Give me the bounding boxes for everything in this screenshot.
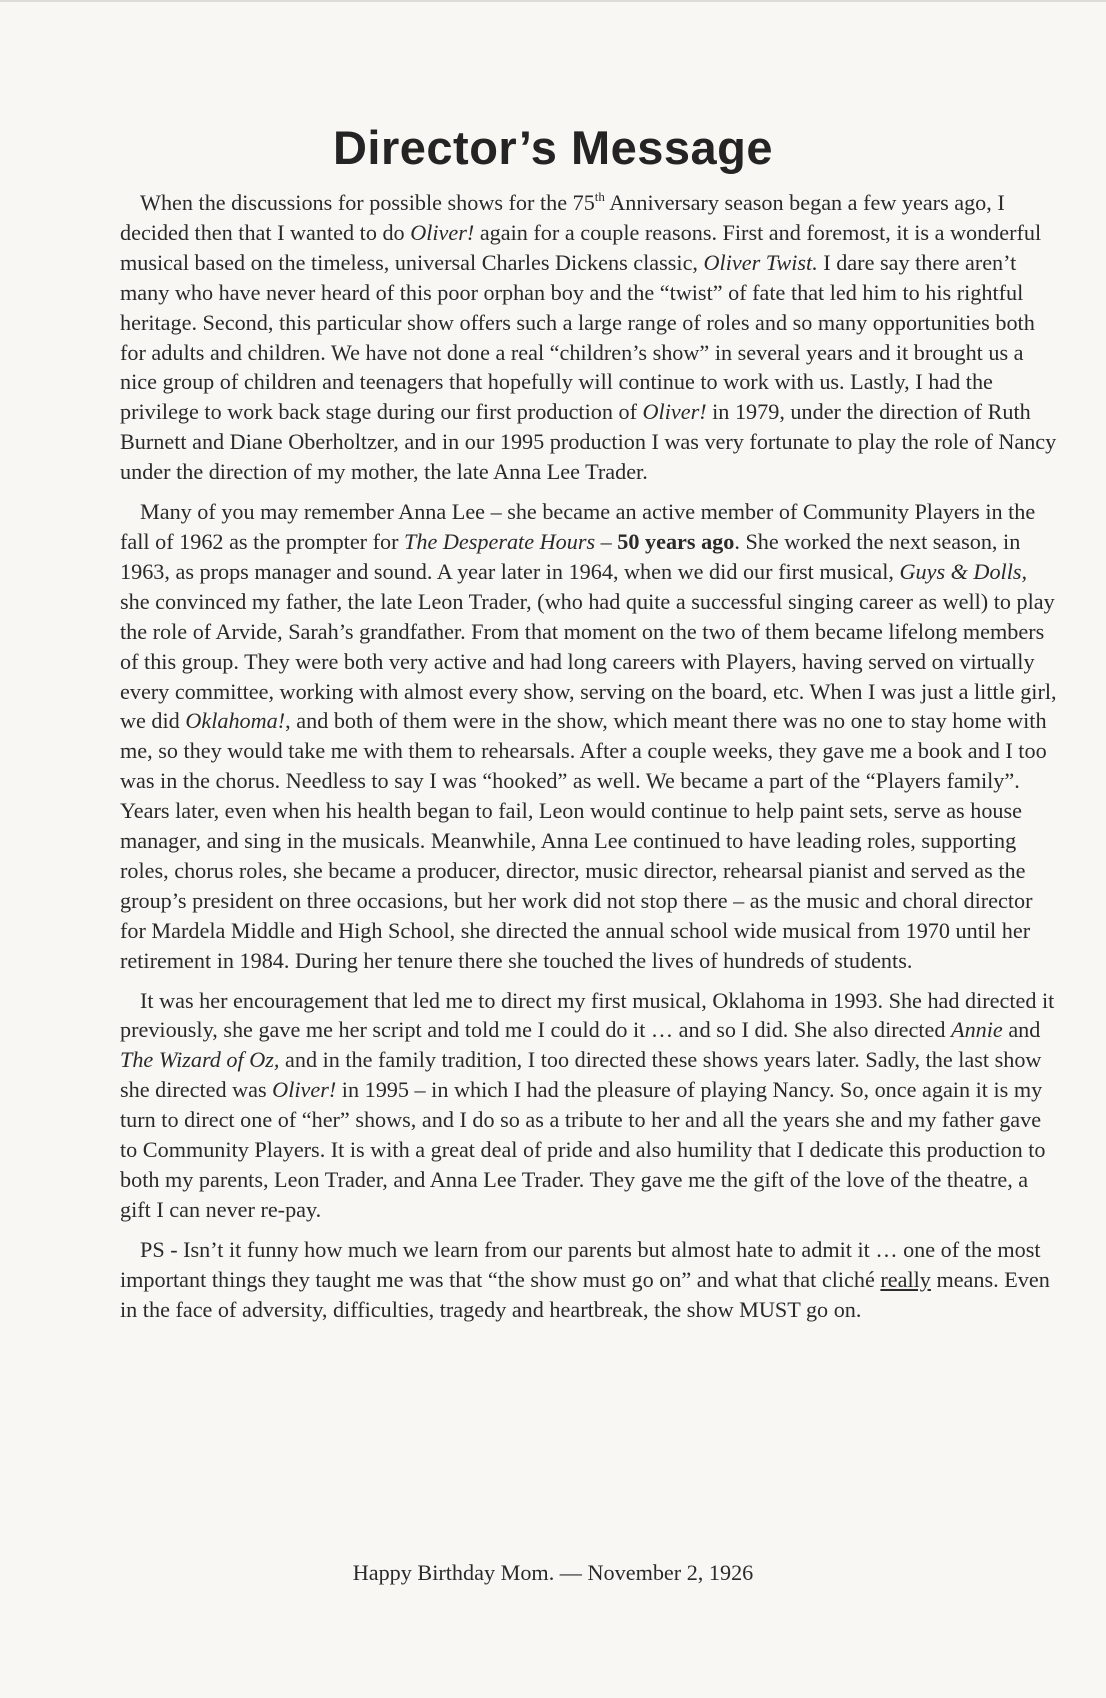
show-title: The Desperate Hours <box>404 528 596 554</box>
emphasis-underline: really <box>880 1266 931 1292</box>
ordinal-suffix: th <box>594 189 605 204</box>
show-title: Oliver! <box>410 219 475 245</box>
paragraph-1 <box>120 188 1060 487</box>
text-run: and in the family tradition, I too directed these shows years later. Sadly, the last show she directed was <box>120 1047 1042 1103</box>
show-title: Guys & Dolls, <box>899 558 1028 584</box>
page-title: Director’s Message <box>332 121 774 174</box>
show-title: The Wizard of Oz, <box>120 1047 280 1073</box>
show-title: Annie <box>951 1017 1003 1043</box>
text-run: , and both of them were in the show, which meant there was no one to stay home with me, so they would take me with them to rehearsals. After a couple weeks, they gave me a book and I too was in the chorus. Needless to say I was “hooked” as well. We became a part of the “Players family”. Years later, even when his health began to fail, Leon would continue to help paint sets, serve as house manager, and sing in the musicals. Meanwhile, Anna Lee continued to have leading roles, supporting roles, chorus roles, she became a producer, director, music director, rehearsal pianist and served as the group’s president on three occasions, but her work did not stop there – as the music and choral director for Mardela Middle and High School, she directed the annual school wide musical from 1970 until her retirement in 1984. During her tenure there she touched the lives of hundreds of students. <box>120 708 1047 973</box>
text-run: in 1979, under the direction of Ruth Burnett and Diane Oberholtzer, and in our 1995 production I was very fortunate to play the role of Nancy under the direction of my mother, the late Anna Lee Trader. <box>120 399 1057 485</box>
emphasis-bold: 50 years ago <box>617 528 735 554</box>
text-run: Many of you may remember Anna Lee – she became an active member of Community Players in the fall of 1962 as the prompter for <box>120 499 1036 554</box>
show-title: Oklahoma! <box>185 708 286 734</box>
text-run: I dare say there aren’t many who have never heard of this poor orphan boy and the “twist” of fate that led him to his rightful heritage. Second, this particular show offers such a large range of roles and so many opportunities both for adults and children. We have not done a real “children’s show” in several years and it brought us a nice group of children and teenagers that hopefully will continue to work with us. Lastly, I had the privilege to work back stage during our first production of <box>120 249 1035 425</box>
text-run: It was her encouragement that led me to direct my first musical, Oklahoma in 1993. She had directed it previously, she gave me her script and told me I could do it … and so I did. She also directed <box>120 987 1055 1043</box>
text-run: – <box>595 528 618 554</box>
book-title: Oliver Twist. <box>703 249 818 275</box>
text-run: and <box>1002 1017 1041 1043</box>
text-run: means. Even in the face of adversity, difficulties, tragedy and heartbreak, the show MUST go on. <box>120 1266 1050 1322</box>
paragraph-4 <box>120 1235 1060 1325</box>
text-run: she convinced my father, the late Leon Trader, (who had quite a successful singing career as well) to play the role of Arvide, Sarah’s grandfather. From that moment on the two of them became lifelong members of this group. They were both very active and had long careers with Players, having served on virtually every committee, working with almost every show, serving on the board, etc. When I was just a little girl, we did <box>120 588 1057 734</box>
text-run: PS - Isn’t it funny how much we learn from our parents but almost hate to admit it … one of the most important things they taught me was that “the show must go on” and what that cliché <box>120 1236 1041 1292</box>
show-title: Oliver! <box>642 399 707 425</box>
show-title: Oliver! <box>272 1077 337 1103</box>
text-run: Anniversary season began a few years ago, I decided then that I wanted to do <box>120 190 1005 245</box>
message-body <box>120 188 1060 1335</box>
paragraph-3 <box>120 986 1060 1225</box>
paragraph-2 <box>120 497 1060 976</box>
text-run: When the discussions for possible shows for the 75 <box>140 190 595 215</box>
closing-line: Happy Birthday Mom. — November 2, 1926 <box>352 1560 754 1585</box>
text-run: . She worked the next season, in 1963, as props manager and sound. A year later in 1964, when we did our first musical, <box>120 528 1021 584</box>
text-run: in 1995 – in which I had the pleasure of playing Nancy. So, once again it is my turn to direct one of “her” shows, and I do so as a tribute to her and all the years she and my father gave to Community Players. It is with a great deal of pride and also humility that I dedicate this production to both my parents, Leon Trader, and Anna Lee Trader. They gave me the gift of the love of the theatre, a gift I can never re-pay. <box>120 1077 1046 1222</box>
text-run: again for a couple reasons. First and foremost, it is a wonderful musical based on the timeless, universal Charles Dickens classic, <box>120 219 1042 275</box>
